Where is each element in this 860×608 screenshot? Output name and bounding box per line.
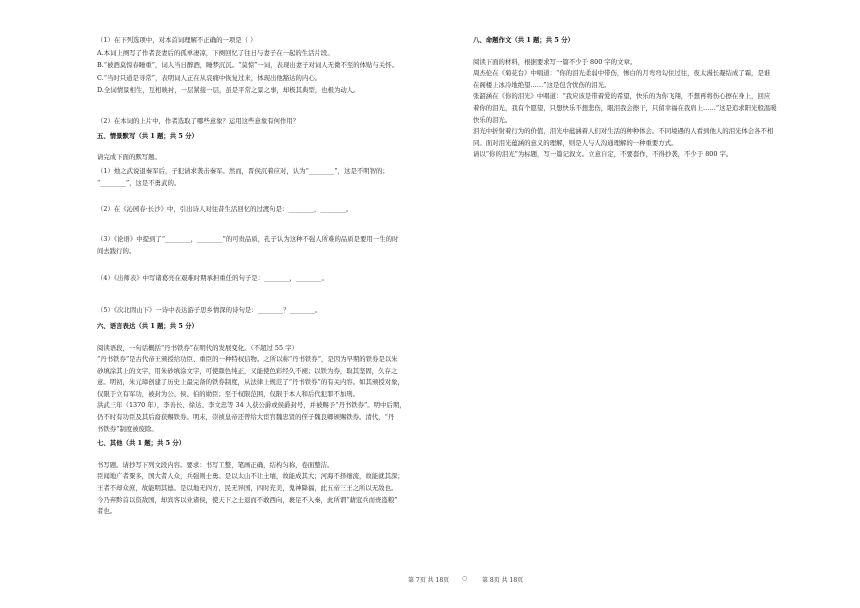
essay-text-4: 着你的泪光，我有个愿望，只想快乐不想悲伤，眼泪我会擦干，只留幸福在我肩上……”这是追求阳光般温暖: [473, 103, 777, 112]
option-b: B.“被酒莫惊春睡重”，词人当日醉酒，睡梦沉沉。“莫惊”一词，表现出妻子对词人无微不至的体贴与关怀。: [97, 61, 398, 70]
option-a: A.本词上阕写了作者丧妻后的孤单凄凉，下阕回忆了往日与妻子在一起的生活片段。: [97, 48, 334, 57]
language-text-3: 意。明初，朱元璋创建了历史上最完备的铁券制度，从法律上规范了“丹书铁券”的有关内容。如其颁授对象，: [97, 378, 404, 387]
copy-text-4: 者也。: [97, 507, 117, 516]
section-6-heading: 六、语言表达（共 1 题；共 5 分）: [97, 321, 198, 330]
option-c: C.“当时只道是寻常”，表明词人正在从哀痛中恢复过来，体现出他豁达的内心。: [97, 73, 322, 82]
section-7-heading: 七、其他（共 1 题；共 5 分）: [97, 439, 186, 448]
dictation-3-cont: 间去践行的。: [97, 247, 136, 256]
language-text-7: 书铁券”制度被废除。: [97, 424, 158, 433]
left-column: [97, 36, 459, 517]
copy-text-2: 王者不却众庶，故能明其德。是以地无四方，民无异国，四时充美，鬼神降福，此五帝三王之所以无敌也。: [97, 484, 398, 493]
dictation-4: （4）《出师表》中写诸葛亮在艰难时期承担重任的句子是：________，________。: [97, 273, 328, 282]
language-text-4: 仅限于立有军功，被封为公、侯、伯的勋臣；至于权限范围，仅限于本人和后代犯罪不加刑。: [97, 389, 360, 398]
copy-prompt: 书写题。请抄写下列文段内容。要求：书写工整，笔画正确，结构匀称，卷面整洁。: [97, 460, 334, 469]
essay-text-5: 快乐的泪光。: [473, 115, 512, 124]
dictation-5: （5）《次北固山下》一诗中表达游子思乡情深的诗句是：________？________。: [97, 306, 322, 315]
page-separator-icon: ○: [462, 575, 468, 582]
page-number-right: 第 8页 共 18页: [482, 577, 524, 584]
dictation-1: （1）烛之武说退秦军后，子犯请求袭击秦军。然而，晋侯沉着应对，认为“________”，这是不明智的；: [97, 166, 389, 175]
dictation-2: （2）在《沁园春·长沙》中，引出诗人对往昔生活回忆的过渡句是：________，________。: [97, 204, 353, 213]
language-prompt: 阅读语段，一句话概括“丹书铁券”在明代的发展变化。（不超过 55 字）: [97, 343, 298, 352]
essay-text-2: 在阁楼上冰冷地绝望……”这是包含忧伤的泪光。: [473, 80, 611, 89]
language-text-2: 砂填涂其上的文字，用朱砂填涂文字，可使颜色纯正，又能使色彩经久不褪；以铁为券，取其坚固，久存之: [97, 366, 398, 375]
section-5-heading: 五、情景默写（共 1 题；共 5 分）: [97, 131, 198, 140]
essay-text-1: 周杰伦在《菊花台》中唱道：“你的泪光柔弱中带伤，惨白的月弯弯勾住过往，夜太漫长凝结成了霜，是谁: [473, 69, 771, 78]
q2-stem: （2）在本词的上片中，作者选取了哪些意象？运用这些意象有何作用？: [97, 116, 300, 125]
essay-text-3: 张韶涵在《你的泪光》中唱道：“我应该是带着爱的希望，快乐的为你飞翔，不想再将伤心擦在身上，回应: [473, 92, 771, 101]
essay-text-6: 泪光中折射着行为的价值，泪光中蕴涵着人们对生活的种种体会。不同境遇的人看到他人的泪光体会各不相: [473, 127, 774, 136]
dictation-1-cont: “________”，这是不勇武的。: [97, 179, 181, 188]
copy-text-1: 臣闻地广者粟多，国大者人众，兵强则士勇。是以太山不让土壤，故能成其大；河海不择细流，故能就其深；: [97, 472, 404, 481]
language-text-1: “丹书铁券”是古代帝王颁授给功臣、重臣的一种特权信物。之所以称“丹书铁券”，是因为早期的铁券是以朱: [97, 355, 398, 364]
dictation-intro: 请完成下面的默写题。: [97, 153, 161, 162]
essay-intro: 阅读下面的材料，根据要求写一篇不少于 800 字的文章。: [473, 57, 637, 66]
option-d: D.全词情景相生，互相映衬，一层紧接一层，虽是平常之景之事，却极其典型，也极为动人。: [97, 86, 360, 95]
copy-text-3: 今乃弃黔首以资敌国，却宾客以业诸侯，使天下之士退而不敢西向，裹足不入秦，此所谓“藉寇兵而赍盗粮”: [97, 495, 398, 504]
right-column: [473, 36, 809, 160]
section-8-heading: 八、命题作文（共 1 题；共 5 分）: [473, 36, 574, 44]
q1-stem: （1）在下列选项中，对本首词理解不正确的一项是（ ）: [97, 36, 257, 44]
language-text-5: 洪武三年（1370 年），李善长、徐达、李文忠等 34 人获公爵或侯爵封号，并被赐予“丹书铁券”。明中后期，: [97, 401, 406, 410]
page-number-left: 第 7页 共 18页: [408, 577, 450, 584]
language-text-6: 仍不时有功臣及其后裔获赐铁券。明末，崇祯皇帝还曾给大宦官魏忠贤的侄子魏良卿颁赐铁券。清代，“丹: [97, 413, 395, 422]
dictation-3: （3）《论语》中提到了“________，________”的可贵品质，孔子认为这种不强人所难的品质是要用一生的时: [97, 234, 399, 243]
essay-text-7: 同。面对泪光蕴涵的意义的理解，则是人与人沟通理解的一种重要方式。: [473, 138, 678, 147]
essay-requirement: 请以“你的泪光”为标题，写一篇记叙文。立意自定，不要套作，不得抄袭，不少于 800 字。: [473, 150, 733, 159]
